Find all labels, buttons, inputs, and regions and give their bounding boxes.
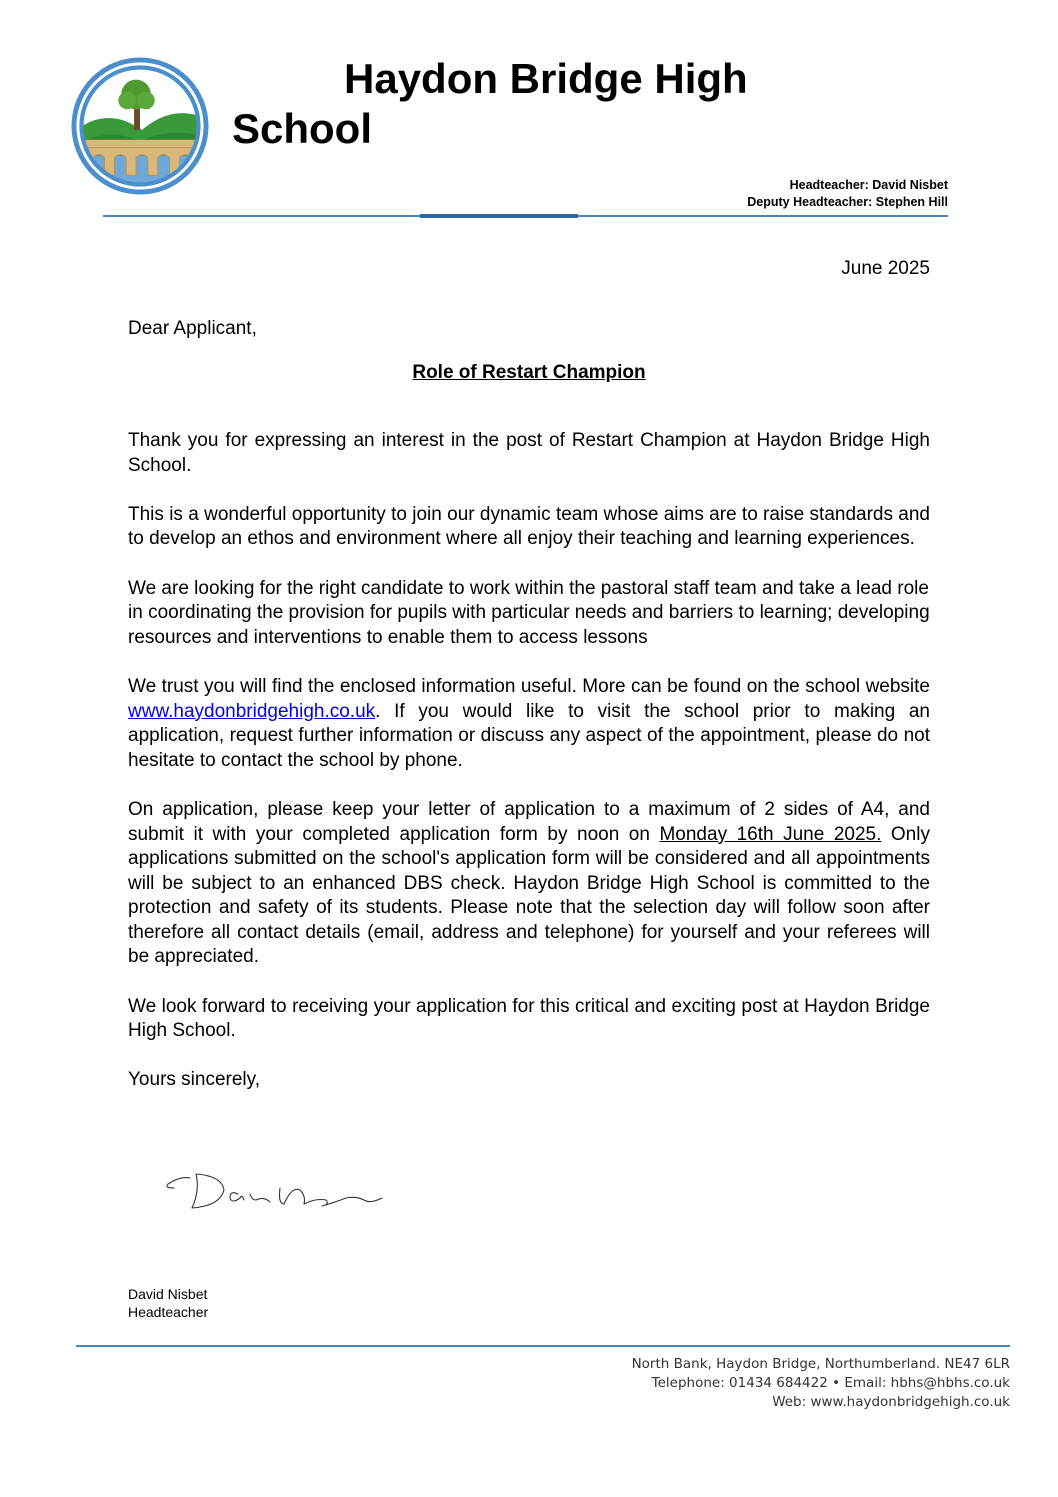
salutation: Dear Applicant, <box>128 318 257 339</box>
school-logo <box>71 57 209 195</box>
deputy-headteacher-line: Deputy Headteacher: Stephen Hill <box>747 195 948 209</box>
school-name <box>232 54 832 154</box>
letter-date: June 2025 <box>841 258 930 279</box>
signer-block <box>128 1285 208 1321</box>
application-deadline: Monday 16th June 2025. <box>659 823 882 845</box>
letter-body <box>128 429 930 1118</box>
school-name-line2: School <box>232 105 373 152</box>
school-website-link[interactable]: www.haydonbridgehigh.co.uk <box>128 700 376 722</box>
paragraph-3: We are looking for the right candidate to work within the pastoral staff team and take a lead role in coordinating the provision for pupils with particular needs and barriers to learning; developing resources and interventions to enable them to access lessons <box>128 577 930 648</box>
footer-address: North Bank, Haydon Bridge, Northumberland. NE47 6LR <box>631 1356 1010 1372</box>
paragraph-4 <box>128 675 930 773</box>
closing: Yours sincerely, <box>128 1069 261 1091</box>
letter-subject: Role of Restart Champion <box>412 362 646 383</box>
paragraph-4-text-a: We trust you will find the enclosed information useful. More can be found on the school website <box>128 675 930 697</box>
paragraph-4-text-b: . If you would like to visit the school prior to making an application, request further information or discuss any aspect of the appointment, please do not hesitate to contact the school by phone. <box>128 700 930 771</box>
footer-web: Web: www.haydonbridgehigh.co.uk <box>772 1394 1010 1410</box>
footer-contact <box>632 1355 1010 1412</box>
signature-image <box>160 1160 400 1220</box>
signer-name: David Nisbet <box>128 1286 208 1302</box>
paragraph-5 <box>128 798 930 970</box>
footer-phone-email: Telephone: 01434 684422 • Email: hbhs@hbhs.co.uk <box>651 1375 1010 1391</box>
paragraph-5-text-a: On application, please keep your letter of application to a maximum of 2 sides of A4, and submit it with your completed application form by noon on <box>128 798 930 845</box>
header-divider-accent <box>420 214 578 218</box>
paragraph-6: We look forward to receiving your application for this critical and exciting post at Haydon Bridge High School. <box>128 995 930 1042</box>
signer-title: Headteacher <box>128 1304 209 1320</box>
school-name-line1: Haydon Bridge High <box>344 55 748 102</box>
footer-divider <box>76 1345 1010 1347</box>
paragraph-2: This is a wonderful opportunity to join our dynamic team whose aims are to raise standards and to develop an ethos and environment where all enjoy their teaching and learning experiences. <box>128 503 930 550</box>
headteacher-line: Headteacher: David Nisbet <box>789 178 948 192</box>
staff-block <box>747 177 948 211</box>
paragraph-1: Thank you for expressing an interest in the post of Restart Champion at Haydon Bridge High School. <box>128 430 930 476</box>
paragraph-5-text-b: Only applications submitted on the school's application form will be considered and all appointments will be subject to an enhanced DBS check. Haydon Bridge High School is committed to the protection and safety of its students. Please note that the selection day will follow soon after therefore all contact details (email, address and telephone) for yourself and your referees will be appreciated. <box>128 823 930 968</box>
